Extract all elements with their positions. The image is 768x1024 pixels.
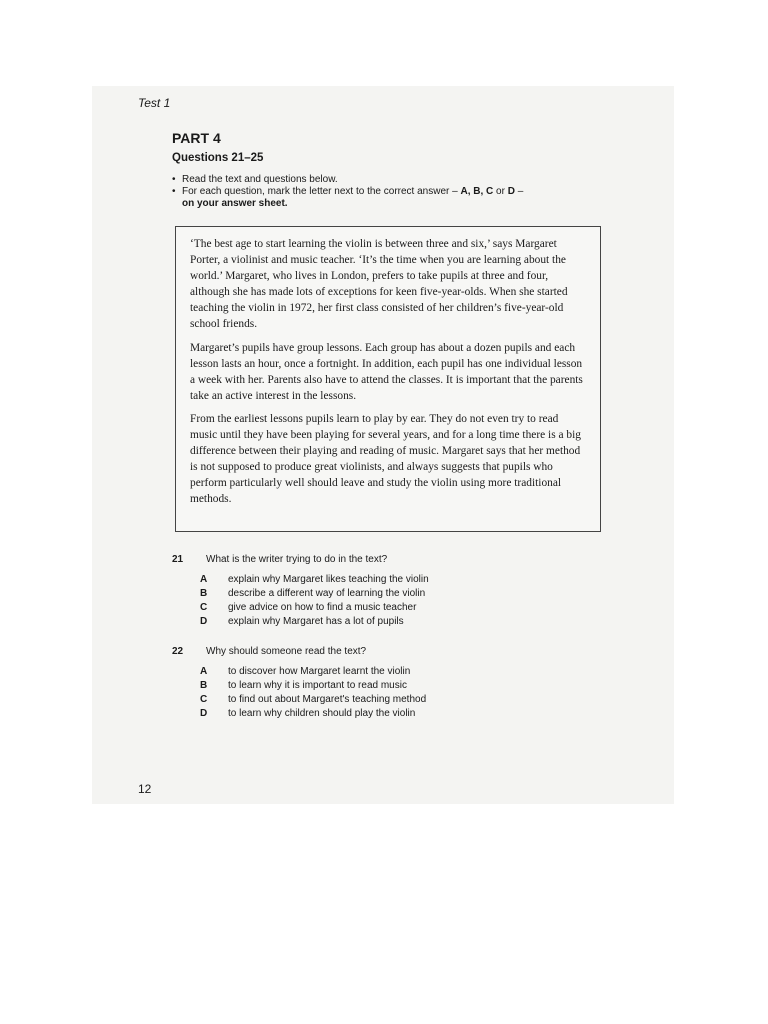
- instruction-text: Read the text and questions below.: [182, 174, 338, 185]
- option-text: to learn why it is important to read music: [228, 680, 407, 691]
- option-letter: D: [200, 616, 208, 627]
- question-stem: Why should someone read the text?: [206, 646, 367, 657]
- option-letter: B: [200, 680, 208, 691]
- reading-passage: [175, 226, 601, 532]
- option-text: explain why Margaret likes teaching the violin: [228, 574, 429, 585]
- answer-option[interactable]: [200, 694, 580, 708]
- instruction-answer-sheet: on your answer sheet.: [182, 198, 288, 209]
- bullet-icon: •: [172, 174, 176, 185]
- instruction-item: [172, 174, 612, 186]
- option-text: to discover how Margaret learnt the violin: [228, 666, 411, 677]
- running-head: Test 1: [138, 96, 171, 110]
- answer-option[interactable]: [200, 588, 580, 602]
- answer-option[interactable]: [200, 574, 580, 588]
- option-letter: B: [200, 588, 208, 599]
- passage-paragraph: ‘The best age to start learning the violin is between three and six,’ says Margaret Porter, a violinist and music teacher. ‘It’s the time when you are learning about the world.’ Margaret, who lives in London, prefers to take pupils at three and four, although she has made lots of exceptions for keen five-year-olds. When she started teaching the violin in 1972, her first class consisted of her children’s five-year-old school friends.: [190, 238, 568, 331]
- answer-option[interactable]: [200, 616, 580, 630]
- exam-page: [92, 86, 674, 804]
- answer-option[interactable]: [200, 708, 580, 722]
- part-title: PART 4: [172, 130, 221, 146]
- page-number: 12: [138, 782, 152, 796]
- questions-range: Questions 21–25: [172, 152, 264, 164]
- question-number: 22: [172, 646, 184, 657]
- question-stem: What is the writer trying to do in the text?: [206, 554, 388, 565]
- option-text: to find out about Margaret's teaching method: [228, 694, 427, 705]
- option-letter: A: [200, 666, 208, 677]
- instruction-item: [172, 186, 612, 210]
- instruction-text: For each question, mark the letter next to the correct answer –: [182, 186, 461, 197]
- option-letter: C: [200, 602, 208, 613]
- question-number: 21: [172, 554, 184, 565]
- instructions: [172, 174, 612, 210]
- option-text: explain why Margaret has a lot of pupils: [228, 616, 404, 627]
- passage-paragraph: Margaret’s pupils have group lessons. Each group has about a dozen pupils and each lesson lasts an hour, once a fortnight. In addition, each pupil has one individual lesson a week with her. Parents also have to attend the classes. It is important that the parents take an active interest in the lessons.: [190, 341, 583, 402]
- answer-option[interactable]: [200, 680, 580, 694]
- answer-letters: A, B, C: [460, 186, 494, 197]
- option-letter: C: [200, 694, 208, 705]
- option-text: to learn why children should play the violin: [228, 708, 416, 719]
- answer-options: [200, 666, 580, 722]
- instruction-or: or: [493, 186, 508, 197]
- option-text: give advice on how to find a music teacher: [228, 602, 417, 613]
- answer-option[interactable]: [200, 666, 580, 680]
- answer-options: [200, 574, 580, 630]
- answer-letter-last: D: [507, 186, 515, 197]
- instruction-dash: –: [514, 186, 524, 197]
- option-text: describe a different way of learning the violin: [228, 588, 426, 599]
- answer-option[interactable]: [200, 602, 580, 616]
- passage-paragraph: From the earliest lessons pupils learn to play by ear. They do not even try to read music until they have been playing for several years, and for a long time there is a big difference between their playing and reading of music. Margaret says that her method is not supposed to produce great violinists, and always suggests that pupils who perform particularly well should leave and study the violin using more traditional methods.: [190, 412, 581, 506]
- option-letter: A: [200, 574, 208, 585]
- bullet-icon: •: [172, 186, 176, 197]
- option-letter: D: [200, 708, 208, 719]
